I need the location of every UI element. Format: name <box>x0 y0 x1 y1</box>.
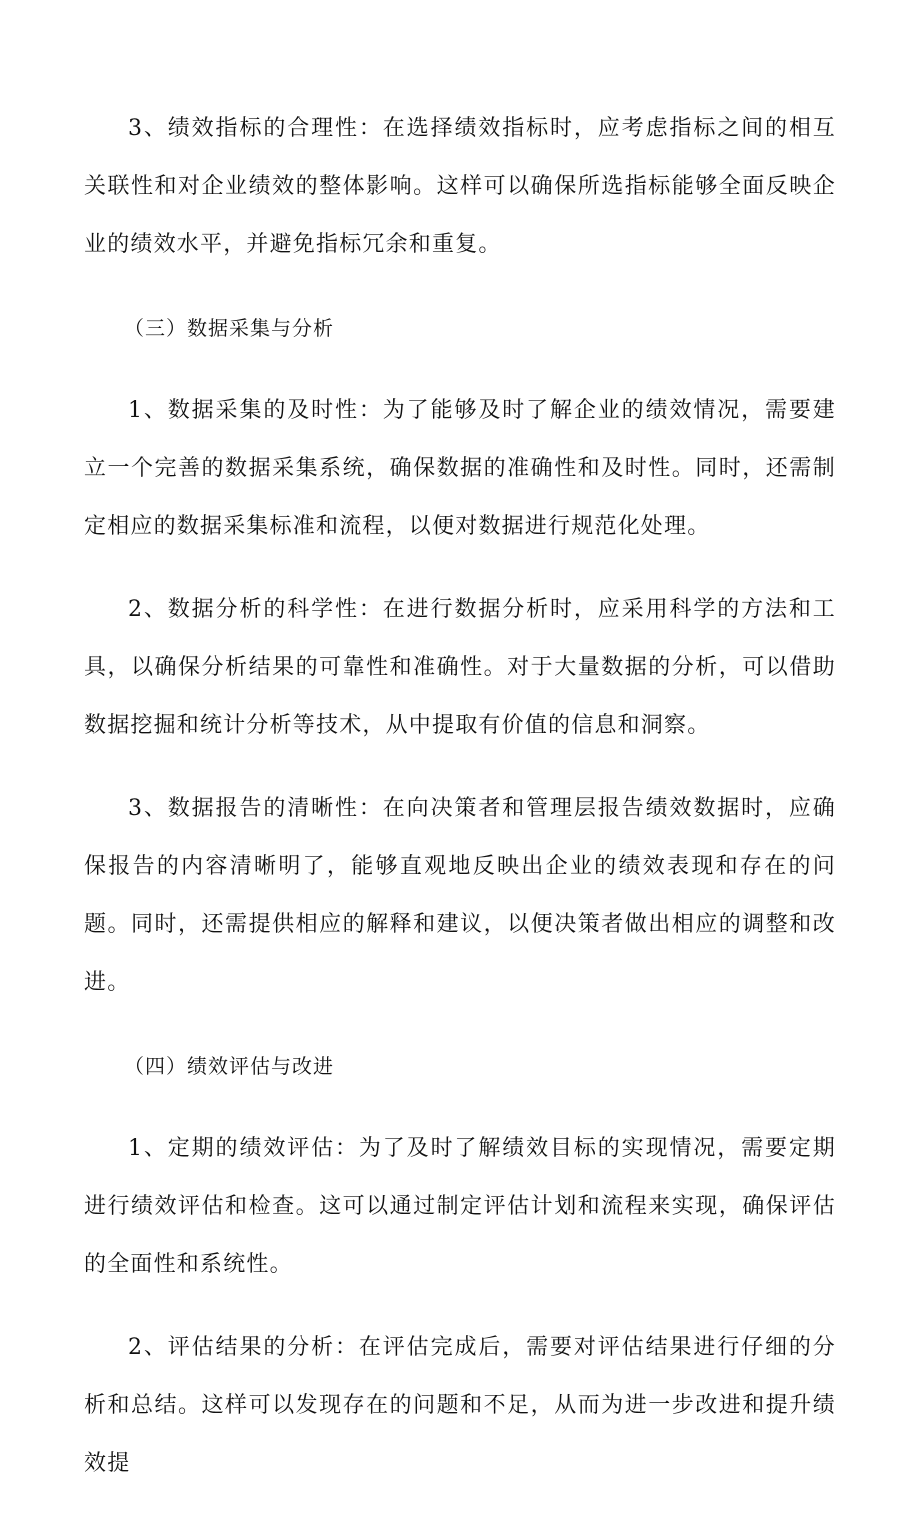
paragraph-result-analysis: 2、评估结果的分析：在评估完成后，需要对评估结果进行仔细的分析和总结。这样可以发现存在的问题和不足，从而为进一步改进和提升绩效提 <box>84 1335 836 1476</box>
document-body <box>84 100 836 1518</box>
paragraph-periodic-evaluation: 1、定期的绩效评估：为了及时了解绩效目标的实现情况，需要定期进行绩效评估和检查。这可以通过制定评估计划和流程来实现，确保评估的全面性和系统性。 <box>84 1136 836 1277</box>
paragraph-data-timeliness: 1、数据采集的及时性：为了能够及时了解企业的绩效情况，需要建立一个完善的数据采集系统，确保数据的准确性和及时性。同时，还需制定相应的数据采集标准和流程，以便对数据进行规范化处理。 <box>84 398 836 539</box>
section-heading-data-collection: （三）数据采集与分析 <box>124 316 334 340</box>
paragraph-data-analysis: 2、数据分析的科学性：在进行数据分析时，应采用科学的方法和工具，以确保分析结果的可靠性和准确性。对于大量数据的分析，可以借助数据挖掘和统计分析等技术，从中提取有价值的信息和洞察。 <box>84 597 836 738</box>
paragraph-indicator-rationality: 3、绩效指标的合理性：在选择绩效指标时，应考虑指标之间的相互关联性和对企业绩效的整体影响。这样可以确保所选指标能够全面反映企业的绩效水平，并避免指标冗余和重复。 <box>84 116 836 257</box>
paragraph-data-report: 3、数据报告的清晰性：在向决策者和管理层报告绩效数据时，应确保报告的内容清晰明了，能够直观地反映出企业的绩效表现和存在的问题。同时，还需提供相应的解释和建议，以便决策者做出相应的调整和改进。 <box>84 796 836 995</box>
section-heading-evaluation: （四）绩效评估与改进 <box>124 1054 334 1078</box>
